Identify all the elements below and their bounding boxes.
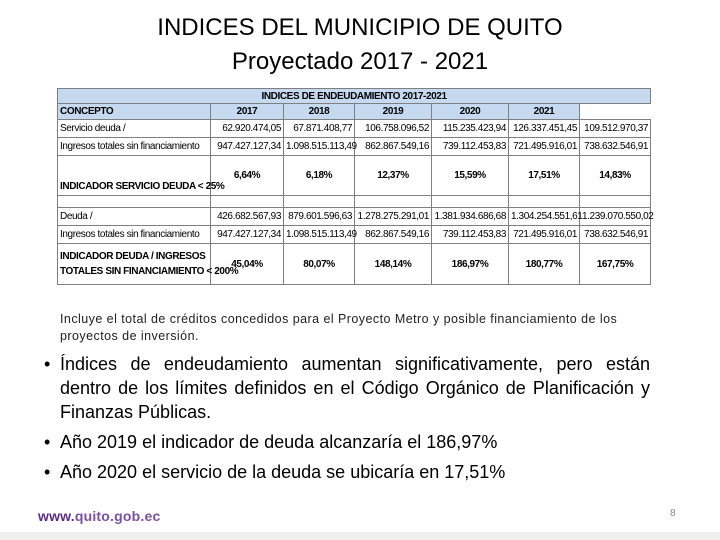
header-year: 2021 [509,104,580,120]
indicator-value: 14,83% [580,156,651,196]
cell: 426.682.567,93 [211,208,284,226]
table-gap [58,196,651,208]
cell: 947.427.127,34 [211,226,284,244]
cell: 62.920.474,05 [211,120,284,138]
table-row [58,226,651,244]
cell: 721.495.916,01 [509,226,580,244]
cell: 862.867.549,16 [355,138,432,156]
header-year: 2017 [211,104,284,120]
cell: 115.235.423,94 [432,120,509,138]
indicator-value: 6,18% [284,156,355,196]
indicator-row [58,156,651,196]
table-caption-row [58,89,651,104]
cell: 738.632.546,91 [580,226,651,244]
bullet-list [44,352,650,490]
cell: 738.632.546,91 [580,138,651,156]
cell: 1.304.254.551,61 [509,208,580,226]
row-label: Deuda / [58,208,211,226]
header-year: 2020 [432,104,509,120]
header-year: 2019 [355,104,432,120]
table-row [58,208,651,226]
header-concepto: CONCEPTO [58,104,211,120]
table-header-row [58,104,651,120]
header-year: 2018 [284,104,355,120]
indicator-value: 167,75% [580,244,651,285]
bullet-icon: • [44,432,51,452]
footer-logo[interactable] [38,508,160,524]
indicator-value: 12,37% [355,156,432,196]
slide-title: INDICES DEL MUNICIPIO DE QUITO [157,14,563,41]
indices-table [57,88,654,304]
indicator-label-line: INDICADOR DEUDA / INGRESOS [60,251,206,262]
indicator-value: 148,14% [355,244,432,285]
cell: 106.758.096,52 [355,120,432,138]
bullet-text: Año 2020 el servicio de la deuda se ubicaría en 17,51% [60,462,506,482]
page-number: 8 [670,508,676,519]
cell: 109.512.970,37 [580,120,651,138]
indicator-value: 17,51% [509,156,580,196]
indicator-value: 180,77% [509,244,580,285]
footer-logo-www: www. [38,508,75,524]
table-row [58,120,651,138]
cell: 1.239.070.550,02 [580,208,651,226]
table-footnote: Incluye el total de créditos concedidos para el Proyecto Metro y posible financiamiento de los proyectos de inversión. [60,312,618,343]
slide-subtitle: Proyectado 2017 - 2021 [231,48,489,75]
cell: 126.337.451,45 [509,120,580,138]
table-caption: INDICES DE ENDEUDAMIENTO 2017-2021 [58,89,651,104]
cell: 879.601.596,63 [284,208,355,226]
indicator-label: INDICADOR SERVICIO DEUDA < 25% [58,156,211,196]
cell: 1.098.515.113,49 [284,226,355,244]
table-row [58,138,651,156]
row-label: Ingresos totales sin financiamiento [58,226,211,244]
footer-bar [0,532,720,540]
row-label: Servicio deuda / [58,120,211,138]
list-item [44,352,650,424]
cell: 1.381.934.686,68 [432,208,509,226]
cell: 1.098.515.113,49 [284,138,355,156]
list-item [44,430,650,454]
indicator-value: 45,04% [211,244,284,285]
cell: 947.427.127,34 [211,138,284,156]
cell: 739.112.453,83 [432,138,509,156]
bullet-text: Año 2019 el indicador de deuda alcanzaría el 186,97% [60,432,498,452]
indicator-label-line: TOTALES SIN FINANCIAMIENTO < 200% [60,266,239,277]
row-label: Ingresos totales sin financiamiento [58,138,211,156]
cell: 67.871.408,77 [284,120,355,138]
cell: 721.495.916,01 [509,138,580,156]
cell: 862.867.549,16 [355,226,432,244]
indicator-value: 6,64% [211,156,284,196]
bullet-icon: • [44,462,51,482]
indicator-value: 186,97% [432,244,509,285]
cell: 1.278.275.291,01 [355,208,432,226]
bullet-text: Índices de endeudamiento aumentan significativamente, pero están dentro de los límites definidos en el Código Orgánico de Planificación y Finanzas Públicas. [60,354,650,422]
indicator-value: 80,07% [284,244,355,285]
bullet-icon: • [44,354,51,374]
indicator-value: 15,59% [432,156,509,196]
indicator-label [58,244,239,285]
cell: 739.112.453,83 [432,226,509,244]
footer-logo-domain: quito.gob.ec [74,508,161,524]
indicator-row [58,244,651,285]
list-item [44,460,650,484]
